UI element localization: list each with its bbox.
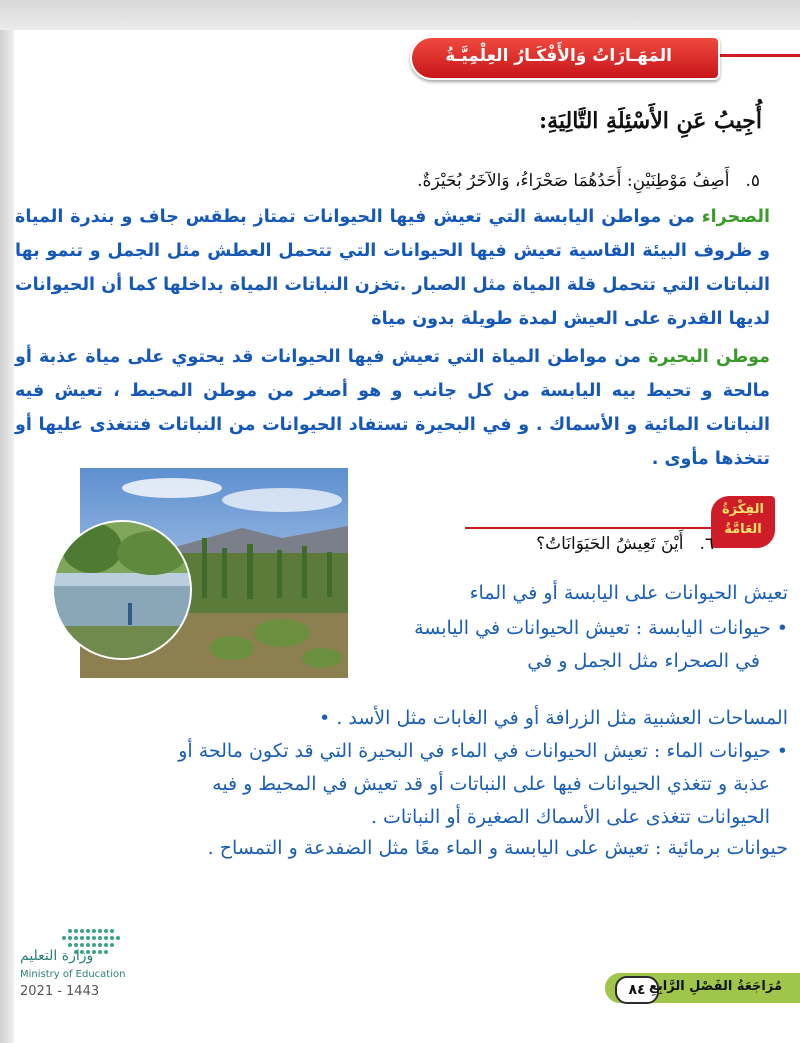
answer-lake-lead: موطن البحيرة <box>648 347 770 367</box>
hw-bullet-3 <box>13 735 788 768</box>
hw-b1-line2: في الصحراء مثل الجمل و في <box>527 650 760 672</box>
ministry-name-en: Ministry of Education <box>20 969 126 980</box>
bullet-icon: • <box>776 740 788 762</box>
question-6-number: ٦. <box>699 534 714 554</box>
question-5-number: ٥. <box>745 171 760 191</box>
section-header <box>410 36 720 80</box>
edition-year: 2021 - 1443 <box>20 984 100 999</box>
hw-b3-line3: الحيوانات تتغذى على الأسماك الصغيرة أو النباتات . <box>370 806 770 828</box>
badge-line-1: الفِكْرَةُ <box>721 502 764 517</box>
hw-b2-line1: المساحات العشبية مثل الزرافة أو في الغابات مثل الأسد . <box>336 707 788 729</box>
page-top-band <box>0 0 800 30</box>
hw-b1-line1: حيوانات اليابسة : تعيش الحيوانات في اليابسة <box>414 617 771 639</box>
answer-desert-text: من مواطن اليابسة التي تعيش فيها الحيوانات تمتاز بطقس جاف و بندرة المياة و ظروف البيئة القاسية تعيش فيها الحيوانات التي تتحمل العطش مثل الجمل و تنمو بها النباتات التي تتحمل قلة المياة مثل الصبار .تخزن النباتات المياة بداخلها كما أن الحيوانات لديها القدرة على العيش لمدة طويلة بدون مياة <box>15 207 770 329</box>
question-6-rule <box>465 527 715 529</box>
answer-lake <box>15 340 770 476</box>
hw-line-1: تعيش الحيوانات على اليابسة أو في الماء <box>469 582 788 604</box>
bullet-icon: • <box>776 617 788 639</box>
ministry-name-ar: وزارة التعليم <box>20 948 94 964</box>
answer-desert <box>15 200 770 336</box>
question-5 <box>417 171 760 191</box>
page-number: ٨٤ <box>615 976 659 1004</box>
answer-desert-lead: الصحراء <box>701 207 770 227</box>
page-side-bar <box>0 30 14 1043</box>
section-title: المَهَـارَاتُ وَالأَفْكَـارُ العِلْمِيَّـةُ <box>445 46 672 66</box>
header-rule <box>716 54 800 57</box>
badge-line-2: العَامَّةُ <box>724 522 762 537</box>
hw-b3-line2: عذبة و تتغذي الحيوانات فيها على النباتات أو قد تعيش في المحيط و فيه <box>212 773 770 795</box>
answer-lake-text: من مواطن المياة التي تعيش فيها الحيوانات قد يحتوي على مياة عذبة أو مالحة و تحيط بيه اليابسة من كل جانب و هو أصغر من موطن المحيط ، تعيش فيه النباتات المائية و الأسماك . و في البحيرة تستفاد الحيوانات من النباتات فتتغذى عليها أو تتخذها مأوى . <box>15 347 770 469</box>
question-5-text: أَصِفُ مَوْطِنَيْنِ: أَحَدُهُمَا صَحْرَاءُ، وَالآخَرُ بُحَيْرَةٌ. <box>417 171 730 191</box>
footer-chapter-label: مُرَاجَعَةُ الفَصْلِ الرَّابِعِ <box>649 979 782 994</box>
hw-b3-line1: حيوانات الماء : تعيش الحيوانات في الماء في البحيرة التي قد تكون مالحة أو <box>178 740 771 762</box>
hw-bullet-1 <box>13 612 788 645</box>
hw-last-line: حيوانات برمائية : تعيش على اليابسة و الماء معًا مثل الضفدعة و التمساح . <box>207 837 788 859</box>
questions-title: أُجِيبُ عَنِ الأَسْئِلَةِ التَّالِيَةِ: <box>538 108 762 134</box>
question-6 <box>536 534 714 554</box>
ministry-logo-icon <box>20 908 130 978</box>
hw-bullet-2 <box>13 702 788 735</box>
bullet-icon: • <box>319 707 331 729</box>
question-6-text: أَيْنَ تَعِيشُ الحَيَوَانَاتُ؟ <box>536 534 684 554</box>
main-idea-badge <box>711 496 775 548</box>
